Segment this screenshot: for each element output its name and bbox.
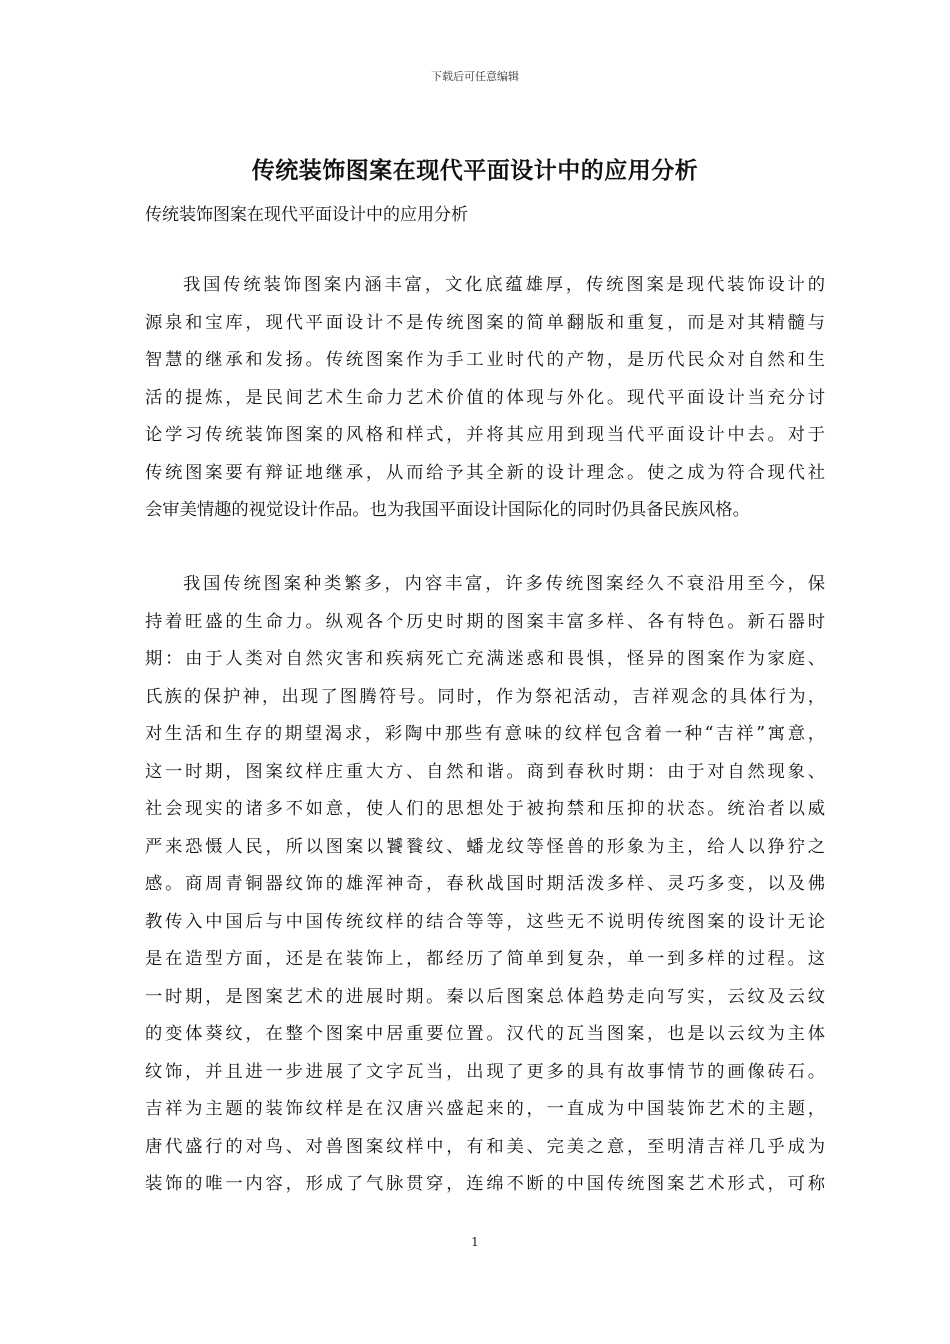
paragraph-line: 期：由于人类对自然灾害和疾病死亡充满迷惑和畏惧，怪异的图案作为家庭、 [145,649,825,669]
paragraph-line: 社会现实的诸多不如意，使人们的思想处于被拘禁和压抑的状态。统治者以威 [145,799,825,819]
page-number: 1 [471,1235,479,1249]
paragraph-line: 一时期，是图案艺术的进展时期。秦以后图案总体趋势走向写实，云纹及云纹 [145,986,825,1007]
header-note: 下载后可任意编辑 [431,70,519,83]
paragraph-line: 我国传统图案种类繁多，内容丰富，许多传统图案经久不衰沿用至今，保 [183,574,825,594]
paragraph-line: 装饰的唯一内容，形成了气脉贯穿，连绵不断的中国传统图案艺术形式，可称 [145,1174,825,1194]
paragraph-line: 我国传统装饰图案内涵丰富，文化底蕴雄厚，传统图案是现代装饰设计的 [183,275,825,295]
paragraph-line: 持着旺盛的生命力。纵观各个历史时期的图案丰富多样、各有特色。新石器时 [145,611,825,632]
paragraph-line: 的变体葵纹，在整个图案中居重要位置。汉代的瓦当图案，也是以云纹为主体 [145,1024,825,1044]
paragraph-line: 感。商周青铜器纹饰的雄浑神奇，春秋战国时期活泼多样、灵巧多变，以及佛 [145,874,825,894]
paragraph-1 [145,267,825,530]
paragraph-line: 传统图案要有辩证地继承，从而给予其全新的设计理念。使之成为符合现代社 [145,462,825,483]
paragraph-line: 会审美情趣的视觉设计作品。也为我国平面设计国际化的同时仍具备民族风格。 [145,500,750,520]
paragraph-line: 吉祥为主题的装饰纹样是在汉唐兴盛起来的，一直成为中国装饰艺术的主题， [145,1099,825,1119]
paragraph-line: 严来恐慑人民，所以图案以饕餮纹、蟠龙纹等怪兽的形象为主，给人以狰狞之 [145,836,825,857]
paragraph-line: 智慧的继承和发扬。传统图案作为手工业时代的产物，是历代民众对自然和生 [145,350,825,370]
paragraph-line: 对生活和生存的期望渴求，彩陶中那些有意味的纹样包含着一种“吉祥”寓意， [145,724,825,744]
paragraph-line: 氏族的保护神，出现了图腾符号。同时，作为祭祀活动，吉祥观念的具体行为， [145,686,825,707]
paragraph-line: 唐代盛行的对鸟、对兽图案纹样中，有和美、完美之意，至明清吉祥几乎成为 [145,1136,825,1157]
paragraph-line: 这一时期，图案纹样庄重大方、自然和谐。商到春秋时期：由于对自然现象、 [145,761,825,782]
paragraph-line: 纹饰，并且进一步进展了文字瓦当，出现了更多的具有故事情节的画像砖石。 [145,1061,825,1082]
paragraph-line: 源泉和宝库，现代平面设计不是传统图案的简单翻版和重复，而是对其精髓与 [145,312,825,333]
document-subtitle: 传统装饰图案在现代平面设计中的应用分析 [145,205,468,225]
paragraph-line: 是在造型方面，还是在装饰上，都经历了简单到复杂，单一到多样的过程。这 [145,949,825,969]
paragraph-line: 教传入中国后与中国传统纹样的结合等等，这些无不说明传统图案的设计无论 [145,911,825,932]
document-title: 传统装饰图案在现代平面设计中的应用分析 [251,157,699,184]
paragraph-line: 论学习传统装饰图案的风格和样式，并将其应用到现当代平面设计中去。对于 [145,425,825,445]
paragraph-line: 活的提炼，是民间艺术生命力艺术价值的体现与外化。现代平面设计当充分讨 [145,387,825,408]
paragraph-2 [145,566,825,1204]
